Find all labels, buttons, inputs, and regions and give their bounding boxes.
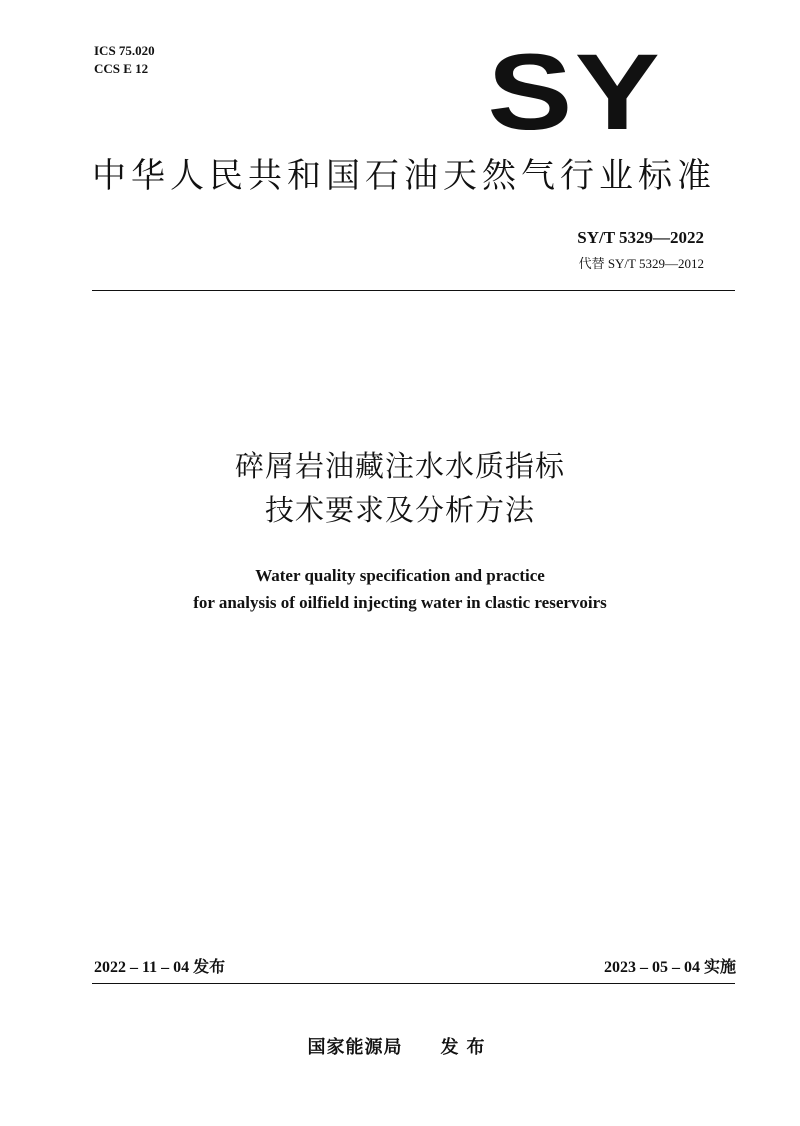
sy-logo: SY [487, 31, 662, 152]
header-divider [92, 290, 735, 291]
footer-divider [92, 983, 735, 984]
standard-type-heading: 中华人民共和国石油天然气行业标准 [92, 156, 716, 196]
issuer-line [0, 1036, 800, 1060]
issue-action: 发布 [440, 1037, 493, 1058]
standard-number: SY/T 5329—2022 [577, 228, 704, 247]
chinese-title [0, 444, 800, 532]
issuing-authority: 国家能源局 [307, 1037, 403, 1058]
english-title [0, 562, 800, 616]
chinese-title-line-2: 技术要求及分析方法 [264, 493, 535, 527]
replaces-standard: 代替 SY/T 5329—2012 [578, 256, 704, 271]
english-title-line-2: for analysis of oilfield injecting water in clastic reservoirs [193, 593, 607, 612]
ccs-code: CCS E 12 [94, 61, 149, 76]
classification-codes [94, 42, 155, 78]
english-title-line-1: Water quality specification and practice [255, 566, 545, 585]
implementation-date: 2023 – 05 – 04 实施 [603, 959, 736, 976]
chinese-title-line-1: 碎屑岩油藏注水水质指标 [234, 449, 565, 483]
issue-date: 2022 – 11 – 04 发布 [94, 959, 226, 976]
ics-code: ICS 75.020 [94, 43, 155, 58]
